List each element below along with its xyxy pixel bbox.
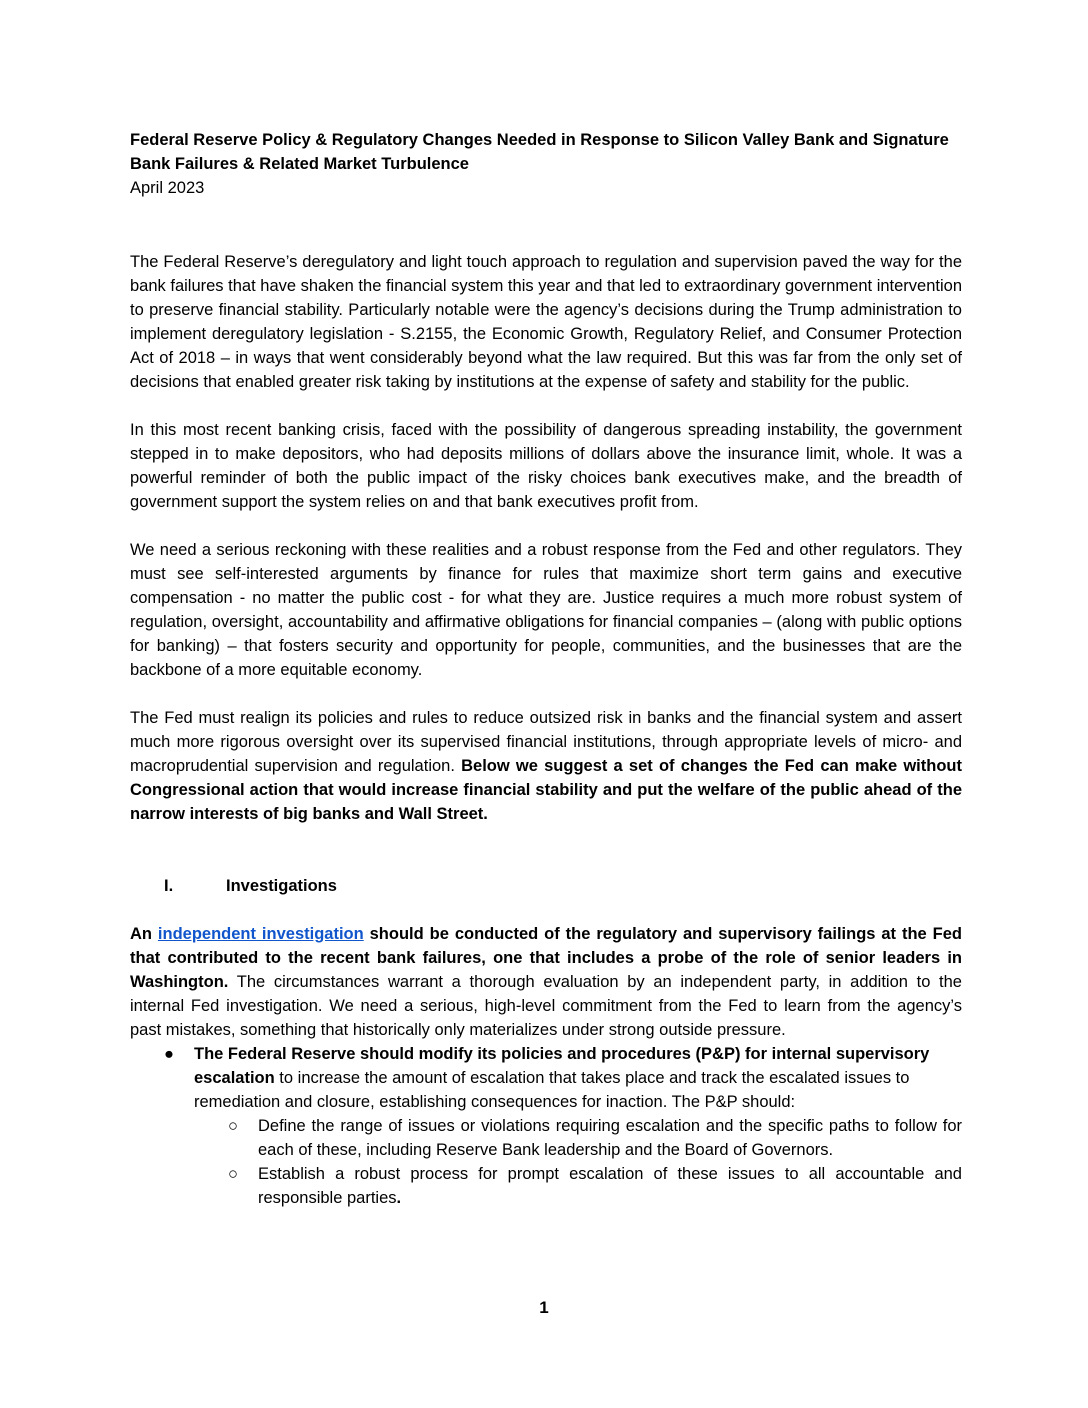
section-number: I. [164,877,174,895]
paragraph-4-emphasis: Below we suggest a set of changes the Fed can make without Congressional action that would increase financial stability and put the welfare of the public ahead of the narrow interests of big banks and Wall Street. [130,757,962,823]
intro-bold-text: should be conducted of the regulatory and supervisory failings at the Fed that contributed to the recent bank failures, one that includes a probe of the role of senior leaders in Washington. [130,925,962,991]
sub-list-item [130,1114,962,1162]
independent-investigation-link[interactable] [158,925,364,943]
circle-marker-icon: ○ [228,1117,238,1135]
bullet-list [130,1042,962,1114]
list-item [130,1042,962,1114]
sub-item-text: Define the range of issues or violations requiring escalation and the specific paths to follow for each of these, including Reserve Bank leadership and the Board of Governors. [258,1117,962,1159]
paragraph-2: In this most recent banking crisis, faced with the possibility of dangerous spreading instability, the government stepped in to make depositors, who had deposits millions of dollars above the insurance limit, whole. It was a powerful reminder of both the public impact of the risky choices bank executives make, and the breadth of government support the system relies on and that bank executives profit from. [130,421,962,511]
circle-marker-icon: ○ [228,1165,238,1183]
document-page [130,128,962,1210]
document-title: Federal Reserve Policy & Regulatory Changes Needed in Response to Silicon Valley Bank and Signature Bank Failures & Related Market Turbulence [130,131,949,173]
sub-item-text: Establish a robust process for prompt escalation of these issues to all accountable and responsible parties [258,1165,962,1207]
sub-item-end: . [396,1189,402,1207]
paragraph-3: We need a serious reckoning with these realities and a robust response from the Fed and other regulators. They must see self-interested arguments by finance for rules that maximize short term gains and executive compensation - no matter the public cost - for what they are. Justice requires a much more robust system of regulation, oversight, accountability and affirmative obligations for financial companies – (along with public options for banking) – that fosters security and opportunity for people, communities, and the businesses that are the backbone of a more equitable economy. [130,541,962,679]
paragraph-1: The Federal Reserve’s deregulatory and light touch approach to regulation and supervision paved the way for the bank failures that have shaken the financial system this year and that led to extraordinary government intervention to preserve financial stability. Particularly notable were the agency’s decisions during the Trump administration to implement deregulatory legislation - S.2155, the Economic Growth, Regulatory Relief, and Consumer Protection Act of 2018 – in ways that went considerably beyond what the law required. But this was far from the only set of decisions that enabled greater risk taking by institutions at the expense of safety and stability for the public. [130,253,962,391]
intro-prefix: An [130,925,158,943]
document-date: April 2023 [130,179,205,197]
paragraph-4-text: The Fed must realign its policies and rules to reduce outsized risk in banks and the financial system and assert much more rigorous oversight over its supervised financial institutions, through appropriate levels of micro- and macroprudential supervision and regulation. [130,709,962,775]
section-title: Investigations [226,877,337,895]
link-label: independent investigation [157,925,364,943]
bullet-text: to increase the amount of escalation that takes place and track the escalated issues to remediation and closure, establishing consequences for inaction. The P&P should: [194,1069,910,1111]
intro-text: The circumstances warrant a thorough evaluation by an independent party, in addition to the internal Fed investigation. We need a serious, high-level commitment from the Fed to learn from the agency’s past mistakes, something that historically only materializes under strong outside pressure. [130,973,962,1039]
bullet-marker-icon: ● [164,1045,174,1063]
sub-bullet-list [130,1114,962,1210]
sub-list-item [130,1162,962,1210]
page-number: 1 [539,1298,549,1317]
section-intro [130,922,962,1042]
bullet-emphasis: The Federal Reserve should modify its policies and procedures (P&P) for internal supervisory escalation [194,1045,930,1087]
section-heading [164,874,962,898]
paragraph-4 [130,706,962,826]
